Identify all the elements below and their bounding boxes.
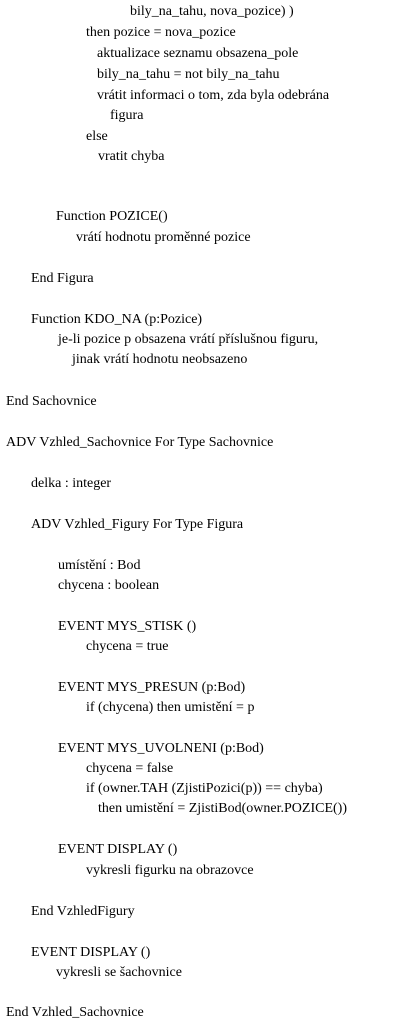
code-line: then pozice = nova_pozice bbox=[86, 25, 236, 40]
code-line: End Vzhled_Sachovnice bbox=[6, 1005, 144, 1020]
code-line: je-li pozice p obsazena vrátí příslušnou figuru, bbox=[58, 332, 319, 347]
code-line: chycena : boolean bbox=[58, 578, 160, 593]
code-line: aktualizace seznamu obsazena_pole bbox=[97, 46, 299, 61]
code-line: figura bbox=[110, 108, 144, 123]
code-line: End VzhledFigury bbox=[31, 904, 135, 919]
code-line: EVENT DISPLAY () bbox=[58, 842, 178, 857]
code-line: vrátí hodnotu proměnné pozice bbox=[76, 230, 251, 245]
code-line: Function KDO_NA (p:Pozice) bbox=[31, 312, 203, 327]
code-line: End Sachovnice bbox=[6, 394, 97, 409]
code-line: vratit chyba bbox=[98, 149, 165, 164]
code-line: EVENT MYS_STISK () bbox=[58, 619, 197, 634]
code-line: bily_na_tahu = not bily_na_tahu bbox=[97, 67, 280, 82]
code-line: ADV Vzhled_Sachovnice For Type Sachovnice bbox=[6, 435, 274, 450]
code-line: jinak vrátí hodnotu neobsazeno bbox=[72, 352, 248, 367]
code-line: vykresli figurku na obrazovce bbox=[86, 863, 254, 878]
code-line: else bbox=[86, 129, 108, 144]
code-line: EVENT DISPLAY () bbox=[31, 945, 151, 960]
code-line: End Figura bbox=[31, 271, 94, 286]
code-line: chycena = false bbox=[86, 761, 174, 776]
code-line: delka : integer bbox=[31, 476, 112, 491]
code-line: if (owner.TAH (ZjistiPozici(p)) == chyba) bbox=[86, 781, 323, 796]
code-line: Function POZICE() bbox=[56, 209, 168, 224]
code-line: vykresli se šachovnice bbox=[56, 965, 182, 980]
code-line: if (chycena) then umistění = p bbox=[86, 700, 255, 715]
code-line: ADV Vzhled_Figury For Type Figura bbox=[31, 517, 244, 532]
code-line: umístění : Bod bbox=[58, 558, 141, 573]
code-line: EVENT MYS_PRESUN (p:Bod) bbox=[58, 680, 246, 695]
code-line: then umistění = ZjistiBod(owner.POZICE()) bbox=[98, 801, 347, 816]
code-line: bily_na_tahu, nova_pozice) ) bbox=[130, 4, 294, 19]
code-line: chycena = true bbox=[86, 639, 169, 654]
code-line: EVENT MYS_UVOLNENI (p:Bod) bbox=[58, 741, 264, 756]
code-line: vrátit informaci o tom, zda byla odebrána bbox=[97, 88, 330, 103]
